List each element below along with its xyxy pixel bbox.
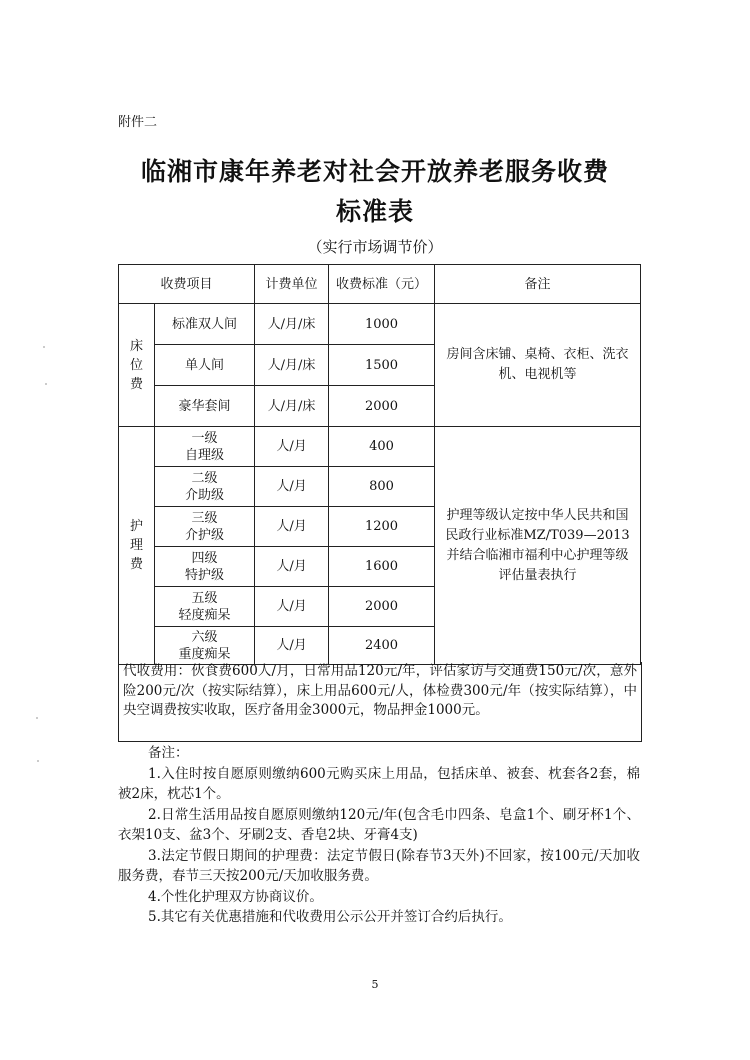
care-desc: 特护级 — [185, 567, 225, 583]
scan-speck — [36, 717, 38, 719]
care-unit: 人/月 — [255, 427, 329, 467]
care-level-cell — [155, 587, 255, 627]
care-level: 一级 — [191, 430, 218, 446]
page-number: 5 — [371, 978, 379, 991]
care-level-cell — [155, 507, 255, 547]
collection-fees: 代收费用：伙食费600人/月，日常用品120元/年，评估家访与交通费150元/次，意外险200元/次（按实际结算），床上用品600元/人，体检费300元/年（按实际结算），中央空调费按实收取，医疗备用金3000元，物品押金1000元。 — [118, 662, 642, 742]
care-level-cell — [155, 427, 255, 467]
care-desc: 轻度痴呆 — [178, 607, 231, 623]
scan-speck — [43, 346, 45, 348]
fee-table — [118, 264, 641, 665]
bed-remark: 房间含床铺、桌椅、衣柜、洗衣机、电视机等 — [435, 304, 641, 427]
note-item: 5.其它有关优惠措施和代收费用公示公开并签订合约后执行。 — [148, 909, 512, 925]
bed-category: 床位费 — [129, 338, 143, 392]
care-level: 三级 — [191, 510, 218, 526]
care-desc: 介护级 — [185, 527, 225, 543]
care-level: 六级 — [191, 629, 218, 645]
care-category: 护理费 — [129, 519, 143, 572]
care-price: 1600 — [329, 547, 435, 587]
bed-name: 单人间 — [155, 345, 255, 386]
bed-price: 1500 — [329, 345, 435, 386]
attachment-label: 附件二 — [118, 115, 158, 130]
header-item: 收费项目 — [119, 265, 255, 304]
care-price: 1200 — [329, 507, 435, 547]
care-remark: 护理等级认定按中华人民共和国民政行业标准MZ/T039—2013并结合临湘市福利中心护理等级评估量表执行 — [435, 427, 641, 665]
bed-price: 2000 — [329, 386, 435, 427]
scan-speck — [37, 760, 39, 762]
bed-unit: 人/月/床 — [255, 304, 329, 345]
care-level: 四级 — [191, 550, 218, 566]
header-standard: 收费标准（元） — [329, 265, 435, 304]
header-unit: 计费单位 — [255, 265, 329, 304]
bed-price: 1000 — [329, 304, 435, 345]
care-unit: 人/月 — [255, 467, 329, 507]
bed-category-cell — [119, 304, 155, 427]
care-level: 五级 — [191, 590, 218, 606]
care-price: 800 — [329, 467, 435, 507]
care-price: 400 — [329, 427, 435, 467]
note-item: 3.法定节假日期间的护理费：法定节假日(除春节3天外)不回家，按100元/天加收服务费，春节三天按200元/天加收服务费。 — [118, 847, 640, 884]
care-unit: 人/月 — [255, 547, 329, 587]
note-item: 2.日常生活用品按自愿原则缴纳120元/年(包含毛巾四条、皂盒1个、刷牙杯1个、衣架10支、盆3个、牙刷2支、香皂2块、牙膏4支) — [118, 806, 640, 843]
care-desc: 自理级 — [185, 447, 225, 463]
header-remark: 备注 — [435, 265, 641, 304]
scan-speck — [45, 383, 47, 385]
bed-name: 标准双人间 — [155, 304, 255, 345]
care-desc: 重度痴呆 — [178, 646, 231, 662]
care-level: 二级 — [191, 470, 218, 486]
care-level-cell — [155, 627, 255, 665]
care-level-cell — [155, 547, 255, 587]
table-header-row — [119, 265, 641, 304]
care-level-cell — [155, 467, 255, 507]
table-row — [119, 427, 641, 467]
bed-unit: 人/月/床 — [255, 345, 329, 386]
bed-unit: 人/月/床 — [255, 386, 329, 427]
document-title-line1: 临湘市康年养老对社会开放养老服务收费 — [140, 157, 609, 186]
note-item: 4.个性化护理双方协商议价。 — [148, 888, 323, 905]
table-row — [119, 304, 641, 345]
care-desc: 介助级 — [185, 487, 225, 503]
care-category-cell — [119, 427, 155, 665]
document-subtitle: （实行市场调节价） — [307, 238, 443, 256]
notes-heading: 备注： — [148, 745, 189, 761]
note-item: 1.入住时按自愿原则缴纳600元购买床上用品，包括床单、被套、枕套各2套，棉被2床，枕芯1个。 — [118, 765, 640, 802]
care-price: 2000 — [329, 587, 435, 627]
care-price: 2400 — [329, 627, 435, 665]
care-unit: 人/月 — [255, 587, 329, 627]
care-unit: 人/月 — [255, 507, 329, 547]
care-unit: 人/月 — [255, 627, 329, 665]
notes-section — [118, 743, 640, 928]
document-title-line2: 标准表 — [335, 197, 414, 226]
bed-name: 豪华套间 — [155, 386, 255, 427]
